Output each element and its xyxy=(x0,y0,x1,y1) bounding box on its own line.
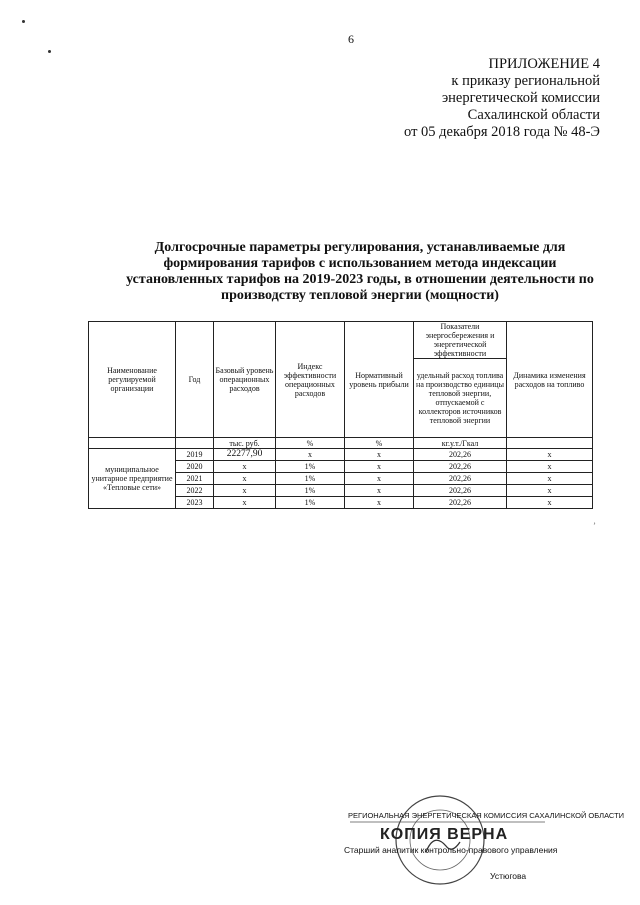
org-name-cell: муниципальное унитарное предприятие «Тепловые сети» xyxy=(89,449,176,509)
header-dynamics: Динамика изменения расходов на топливо xyxy=(507,322,593,438)
index-cell: 1% xyxy=(276,473,345,485)
index-cell: 1% xyxy=(276,461,345,473)
stamp-name: Устюгова xyxy=(490,871,527,881)
dynamics-cell: х xyxy=(507,485,593,497)
profit-cell: х xyxy=(345,497,414,509)
energy-cell: 202,26 xyxy=(414,485,507,497)
appendix-line: ПРИЛОЖЕНИЕ 4 xyxy=(488,56,600,72)
stamp-position: Старший аналитик контрольно-правового управления xyxy=(344,845,558,855)
margin-mark: ʼ xyxy=(593,521,596,531)
header-org: Наименование регулируемой организации xyxy=(89,322,176,438)
profit-cell: х xyxy=(345,485,414,497)
profit-cell: х xyxy=(345,473,414,485)
unit-base: тыс. руб. xyxy=(214,438,276,449)
dynamics-cell: х xyxy=(507,473,593,485)
base-cell: 22277,90 xyxy=(214,449,276,461)
base-cell: х xyxy=(214,485,276,497)
index-cell: х xyxy=(276,449,345,461)
base-cell: х xyxy=(214,497,276,509)
year-cell: 2021 xyxy=(176,473,214,485)
unit-index: % xyxy=(276,438,345,449)
energy-cell: 202,26 xyxy=(414,461,507,473)
document-title: Долгосрочные параметры регулирования, устанавливаемые для формирования тарифов с использованием метода индексации установленных тарифов на 2019-2023 годы, в отношении деятельности по производству тепловой энергии (мощности) xyxy=(126,240,594,303)
header-energy-sub: удельный расход топлива на производство единицы тепловой энергии, отпускаемой с коллекторов источников тепловой энергии xyxy=(414,359,507,438)
year-cell: 2019 xyxy=(176,449,214,461)
index-cell: 1% xyxy=(276,497,345,509)
profit-cell: х xyxy=(345,461,414,473)
unit-cell xyxy=(507,438,593,449)
energy-cell: 202,26 xyxy=(414,497,507,509)
dynamics-cell: х xyxy=(507,449,593,461)
appendix-line: энергетической комиссии xyxy=(441,90,600,106)
stamp-org-line: РЕГИОНАЛЬНАЯ ЭНЕРГЕТИЧЕСКАЯ КОМИССИЯ САХАЛИНСКОЙ ОБЛАСТИ xyxy=(348,811,625,820)
unit-energy: кг.у.т./Гкал xyxy=(414,438,507,449)
scan-speck xyxy=(22,20,25,23)
dynamics-cell: х xyxy=(507,497,593,509)
header-index: Индекс эффективности операционных расходов xyxy=(276,322,345,438)
stamp-copy-label: КОПИЯ ВЕРНА xyxy=(380,826,509,843)
index-cell: 1% xyxy=(276,485,345,497)
appendix-line: от 05 декабря 2018 года № 48-Э xyxy=(404,124,600,140)
table-row xyxy=(89,449,593,461)
year-cell: 2023 xyxy=(176,497,214,509)
appendix-line: к приказу региональной xyxy=(451,73,600,89)
energy-cell: 202,26 xyxy=(414,473,507,485)
base-cell: х xyxy=(214,473,276,485)
energy-cell: 202,26 xyxy=(414,449,507,461)
dynamics-cell: х xyxy=(507,461,593,473)
header-base: Базовый уровень операционных расходов xyxy=(214,322,276,438)
profit-cell: х xyxy=(345,449,414,461)
certification-stamp xyxy=(340,792,625,890)
appendix-block xyxy=(340,56,600,141)
unit-profit: % xyxy=(345,438,414,449)
appendix-line: Сахалинской области xyxy=(467,107,600,123)
parameters-table xyxy=(88,321,593,509)
scan-speck xyxy=(48,50,51,53)
base-cell: х xyxy=(214,461,276,473)
unit-cell xyxy=(89,438,176,449)
header-energy-group: Показатели энергосбережения и энергетической эффективности xyxy=(414,322,507,359)
header-year: Год xyxy=(176,322,214,438)
page-number: 6 xyxy=(348,32,354,46)
year-cell: 2022 xyxy=(176,485,214,497)
year-cell: 2020 xyxy=(176,461,214,473)
unit-cell xyxy=(176,438,214,449)
header-profit: Нормативный уровень прибыли xyxy=(345,322,414,438)
